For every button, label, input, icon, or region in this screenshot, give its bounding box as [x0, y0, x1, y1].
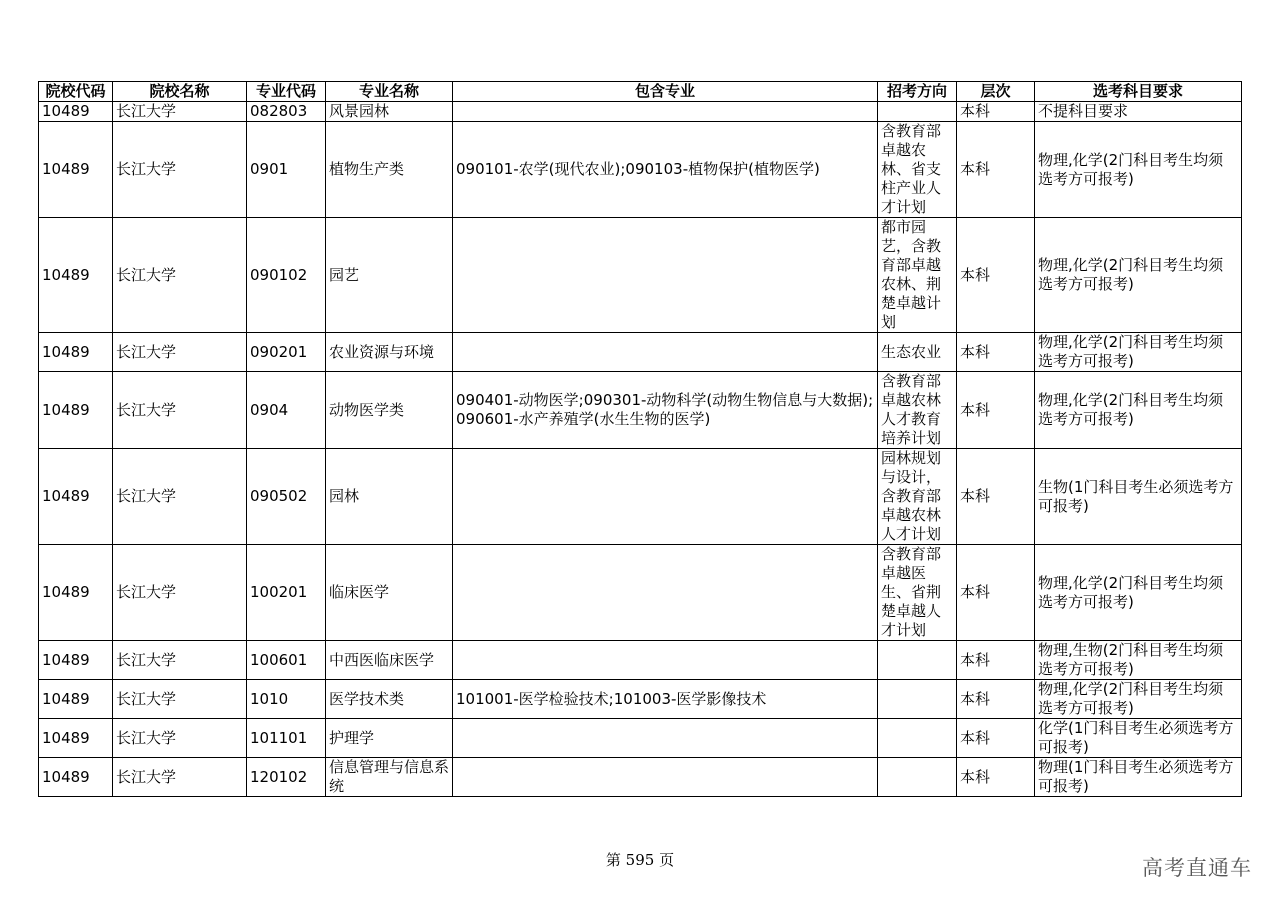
cell-direction: 都市园艺，含教育部卓越农林、荆楚卓越计划 — [878, 218, 957, 333]
cell-level: 本科 — [957, 218, 1035, 333]
cell-major-name: 临床医学 — [326, 545, 453, 641]
cell-school-code: 10489 — [39, 545, 113, 641]
cell-major-name: 园艺 — [326, 218, 453, 333]
cell-major-name: 中西医临床医学 — [326, 641, 453, 680]
cell-major-code: 0904 — [247, 372, 326, 449]
cell-direction — [878, 680, 957, 719]
cell-school-code: 10489 — [39, 680, 113, 719]
cell-school-code: 10489 — [39, 333, 113, 372]
cell-major-name: 农业资源与环境 — [326, 333, 453, 372]
cell-included-majors — [453, 218, 878, 333]
cell-major-name: 护理学 — [326, 719, 453, 758]
cell-level: 本科 — [957, 102, 1035, 122]
cell-subject-requirement: 不提科目要求 — [1035, 102, 1242, 122]
cell-included-majors — [453, 333, 878, 372]
cell-direction: 生态农业 — [878, 333, 957, 372]
cell-school-name: 长江大学 — [113, 641, 247, 680]
table-row — [39, 372, 1242, 449]
cell-subject-requirement: 生物(1门科目考生必须选考方可报考) — [1035, 449, 1242, 545]
admission-table — [38, 81, 1242, 797]
cell-direction — [878, 102, 957, 122]
cell-level: 本科 — [957, 719, 1035, 758]
cell-included-majors — [453, 641, 878, 680]
cell-subject-requirement: 物理,化学(2门科目考生均须选考方可报考) — [1035, 545, 1242, 641]
cell-included-majors — [453, 545, 878, 641]
cell-subject-requirement: 物理,化学(2门科目考生均须选考方可报考) — [1035, 372, 1242, 449]
header-direction: 招考方向 — [878, 82, 957, 102]
cell-school-code: 10489 — [39, 218, 113, 333]
cell-direction — [878, 719, 957, 758]
cell-major-name: 风景园林 — [326, 102, 453, 122]
table-row — [39, 218, 1242, 333]
cell-included-majors: 090101-农学(现代农业);090103-植物保护(植物医学) — [453, 122, 878, 218]
cell-school-name: 长江大学 — [113, 680, 247, 719]
cell-major-code: 1010 — [247, 680, 326, 719]
cell-school-name: 长江大学 — [113, 102, 247, 122]
cell-major-code: 090102 — [247, 218, 326, 333]
table-row — [39, 641, 1242, 680]
cell-major-name: 医学技术类 — [326, 680, 453, 719]
cell-school-code: 10489 — [39, 122, 113, 218]
header-level: 层次 — [957, 82, 1035, 102]
header-included-majors: 包含专业 — [453, 82, 878, 102]
cell-major-code: 100601 — [247, 641, 326, 680]
header-major-code: 专业代码 — [247, 82, 326, 102]
cell-major-code: 0901 — [247, 122, 326, 218]
cell-major-code: 090502 — [247, 449, 326, 545]
cell-level: 本科 — [957, 641, 1035, 680]
cell-level: 本科 — [957, 758, 1035, 797]
cell-subject-requirement: 物理,化学(2门科目考生均须选考方可报考) — [1035, 122, 1242, 218]
cell-level: 本科 — [957, 372, 1035, 449]
cell-subject-requirement: 化学(1门科目考生必须选考方可报考) — [1035, 719, 1242, 758]
cell-school-name: 长江大学 — [113, 372, 247, 449]
table-row — [39, 102, 1242, 122]
cell-level: 本科 — [957, 122, 1035, 218]
cell-major-code: 101101 — [247, 719, 326, 758]
cell-subject-requirement: 物理(1门科目考生必须选考方可报考) — [1035, 758, 1242, 797]
cell-direction: 含教育部卓越农林、省支柱产业人才计划 — [878, 122, 957, 218]
cell-level: 本科 — [957, 545, 1035, 641]
cell-school-name: 长江大学 — [113, 122, 247, 218]
table-row — [39, 122, 1242, 218]
cell-major-code: 100201 — [247, 545, 326, 641]
cell-included-majors — [453, 449, 878, 545]
watermark-logo: 高考直通车 — [1142, 856, 1252, 880]
cell-school-code: 10489 — [39, 372, 113, 449]
header-major-name: 专业名称 — [326, 82, 453, 102]
table-header-row — [39, 82, 1242, 102]
cell-level: 本科 — [957, 680, 1035, 719]
table-row — [39, 333, 1242, 372]
cell-major-code: 082803 — [247, 102, 326, 122]
cell-school-code: 10489 — [39, 449, 113, 545]
page-number: 第 595 页 — [605, 851, 675, 869]
cell-direction: 含教育部卓越农林人才教育培养计划 — [878, 372, 957, 449]
cell-direction — [878, 641, 957, 680]
cell-direction — [878, 758, 957, 797]
cell-subject-requirement: 物理,化学(2门科目考生均须选考方可报考) — [1035, 680, 1242, 719]
table-row — [39, 758, 1242, 797]
cell-major-code: 090201 — [247, 333, 326, 372]
cell-school-name: 长江大学 — [113, 545, 247, 641]
cell-included-majors — [453, 719, 878, 758]
header-school-code: 院校代码 — [39, 82, 113, 102]
cell-included-majors — [453, 758, 878, 797]
cell-direction: 园林规划与设计，含教育部卓越农林人才计划 — [878, 449, 957, 545]
cell-school-name: 长江大学 — [113, 218, 247, 333]
cell-subject-requirement: 物理,生物(2门科目考生均须选考方可报考) — [1035, 641, 1242, 680]
cell-level: 本科 — [957, 449, 1035, 545]
table-row — [39, 545, 1242, 641]
cell-direction: 含教育部卓越医生、省荆楚卓越人才计划 — [878, 545, 957, 641]
cell-included-majors — [453, 102, 878, 122]
cell-school-name: 长江大学 — [113, 719, 247, 758]
cell-major-name: 植物生产类 — [326, 122, 453, 218]
cell-school-code: 10489 — [39, 758, 113, 797]
cell-school-name: 长江大学 — [113, 449, 247, 545]
table-row — [39, 680, 1242, 719]
cell-major-name: 信息管理与信息系统 — [326, 758, 453, 797]
cell-school-code: 10489 — [39, 719, 113, 758]
cell-level: 本科 — [957, 333, 1035, 372]
cell-school-code: 10489 — [39, 641, 113, 680]
cell-major-name: 园林 — [326, 449, 453, 545]
header-subject-requirement: 选考科目要求 — [1035, 82, 1242, 102]
cell-included-majors: 101001-医学检验技术;101003-医学影像技术 — [453, 680, 878, 719]
header-school-name: 院校名称 — [113, 82, 247, 102]
cell-subject-requirement: 物理,化学(2门科目考生均须选考方可报考) — [1035, 218, 1242, 333]
cell-subject-requirement: 物理,化学(2门科目考生均须选考方可报考) — [1035, 333, 1242, 372]
cell-school-code: 10489 — [39, 102, 113, 122]
cell-major-code: 120102 — [247, 758, 326, 797]
cell-school-name: 长江大学 — [113, 333, 247, 372]
table-row — [39, 449, 1242, 545]
cell-school-name: 长江大学 — [113, 758, 247, 797]
cell-included-majors: 090401-动物医学;090301-动物科学(动物生物信息与大数据);090601-水产养殖学(水生生物的医学) — [453, 372, 878, 449]
table-row — [39, 719, 1242, 758]
cell-major-name: 动物医学类 — [326, 372, 453, 449]
